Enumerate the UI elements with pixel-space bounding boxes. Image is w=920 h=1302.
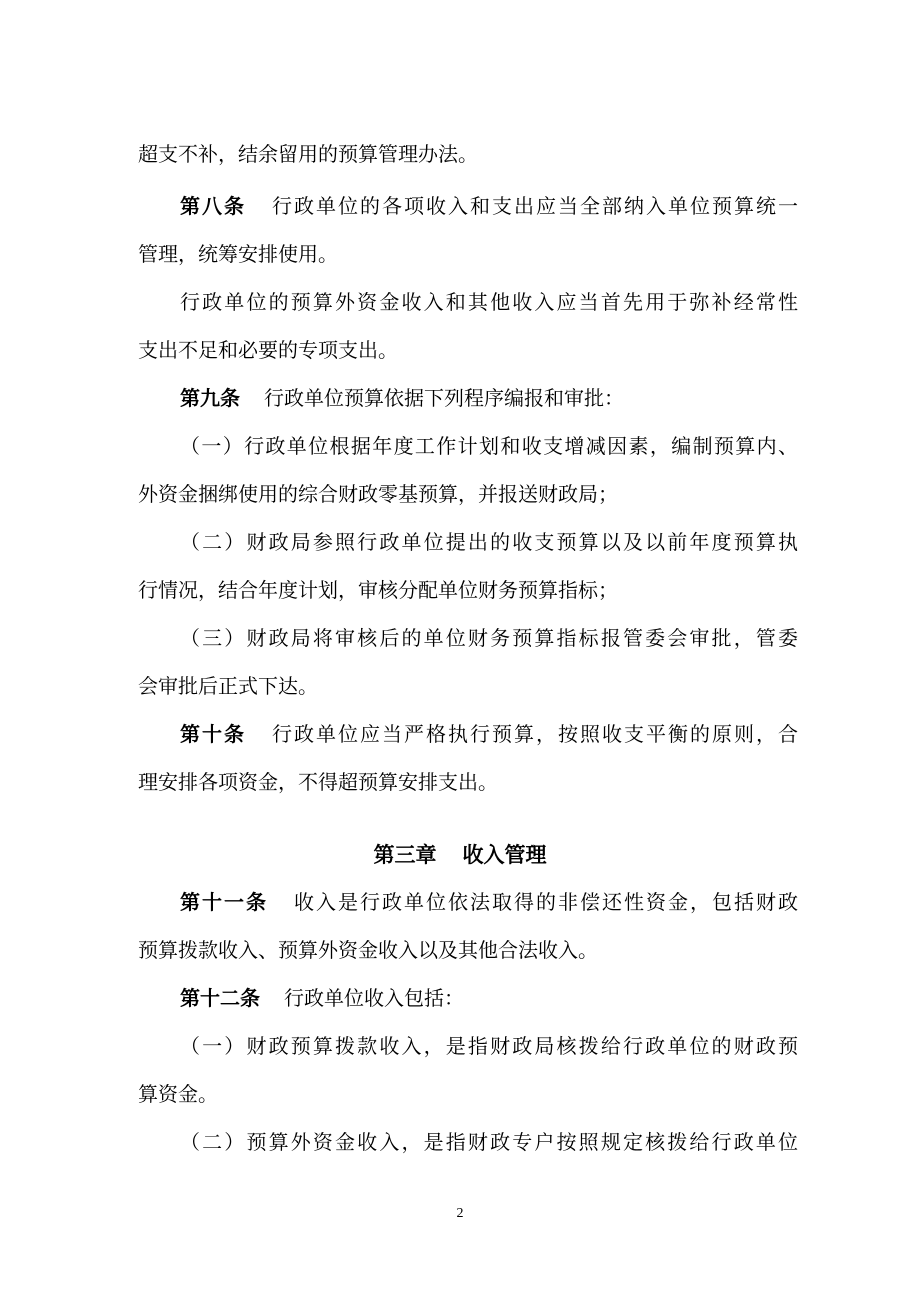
article-text: 行政单位收入包括： — [284, 986, 464, 1010]
paragraph-line: 预算拨款收入、预算外资金收入以及其他合法收入。 — [138, 938, 598, 962]
article-number: 第十二条 — [180, 986, 260, 1010]
article-text: 行政单位预算依据下列程序编报和审批： — [264, 386, 624, 410]
article-text: 行政单位应当严格执行预算，按照收支平衡的原则，合 — [270, 722, 798, 746]
paragraph-line: 行政单位的预算外资金收入和其他收入应当首先用于弥补经常性 — [180, 290, 798, 314]
paragraph-line: 超支不补，结余留用的预算管理办法。 — [138, 142, 478, 166]
list-item-line: 算资金。 — [138, 1082, 218, 1106]
article-12-line — [180, 984, 840, 1012]
article-10-line — [180, 720, 798, 748]
article-number: 第十条 — [180, 722, 246, 746]
paragraph-line: 理安排各项资金，不得超预算安排支出。 — [138, 770, 498, 794]
article-9-line — [180, 384, 840, 412]
paragraph-line: 管理，统筹安排使用。 — [138, 242, 338, 266]
list-item-line: 行情况，结合年度计划，审核分配单位财务预算指标； — [138, 578, 618, 602]
paragraph-line: 支出不足和必要的专项支出。 — [138, 338, 398, 362]
article-text: 收入是行政单位依法取得的非偿还性资金，包括财政 — [292, 890, 798, 914]
article-11-line — [180, 888, 798, 916]
chapter-heading — [0, 840, 920, 870]
article-number: 第九条 — [180, 386, 240, 410]
chapter-number: 第三章 — [373, 842, 437, 867]
list-item-line: （一）财政预算拨款收入，是指财政局核拨给行政单位的财政预 — [180, 1034, 798, 1058]
article-text: 行政单位的各项收入和支出应当全部纳入单位预算统一 — [270, 194, 798, 218]
list-item-line: 会审批后正式下达。 — [138, 674, 318, 698]
article-8-line — [180, 192, 798, 220]
page-number: 2 — [456, 1206, 464, 1221]
article-number: 第八条 — [180, 194, 246, 218]
article-number: 第十一条 — [180, 890, 268, 914]
chapter-title: 收入管理 — [462, 842, 547, 867]
list-item-line: （一）行政单位根据年度工作计划和收支增减因素，编制预算内、 — [180, 434, 798, 458]
list-item-line: 外资金捆绑使用的综合财政零基预算，并报送财政局； — [138, 482, 618, 506]
list-item-line: （三）财政局将审核后的单位财务预算指标报管委会审批，管委 — [180, 626, 798, 650]
list-item-line: （二）财政局参照行政单位提出的收支预算以及以前年度预算执 — [180, 530, 798, 554]
list-item-line: （二）预算外资金收入，是指财政专户按照规定核拨给行政单位 — [180, 1130, 798, 1154]
